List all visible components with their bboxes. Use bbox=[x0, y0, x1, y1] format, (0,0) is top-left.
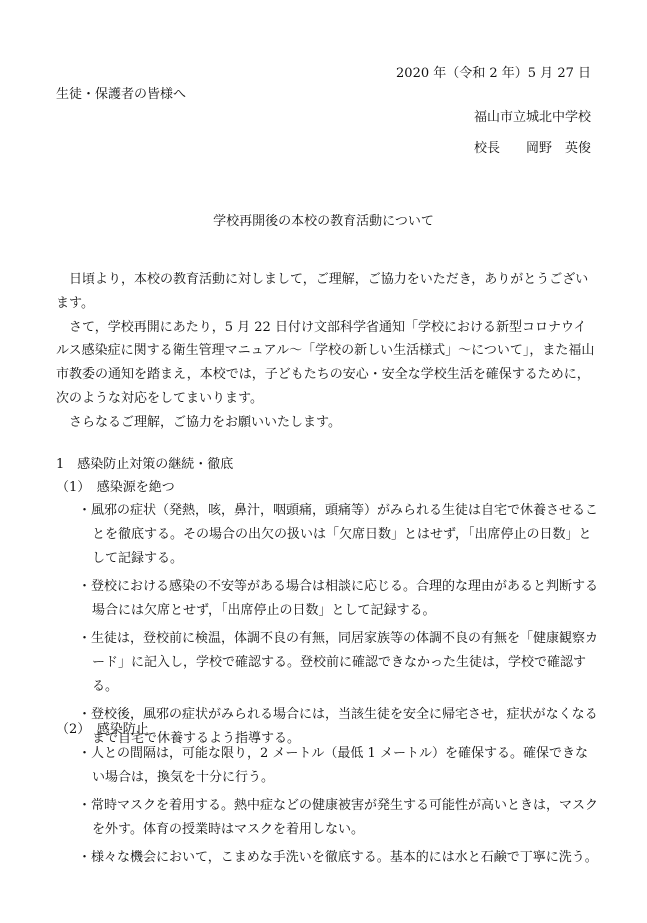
document-title: 学校再開後の本校の教育活動について bbox=[213, 214, 434, 229]
intro-paragraph: さて，学校再開にあたり，5 月 22 日付け文部科学省通知「学校における新型コロナウイルス感染症に関する衛生管理マニュアル〜「学校の新しい生活様式」〜について」，また福山市教委の通知を踏まえ，本校では，子どもたちの安心・安全な学校生活を確保するために，次のような対応をしてまいります。 bbox=[56, 319, 595, 406]
list-item: ・人との間隔は，可能な限り，2 メートル（最低 1 メートル）を確保する。確保できない場合は，換気を十分に行う。 bbox=[78, 746, 588, 785]
list-item: ・風邪の症状（発熱，咳，鼻汁，咽頭痛，頭痛等）がみられる生徒は自宅で休養させることを徹底する。その場合の出欠の扱いは「欠席日数」とはせず，「出席停止の日数」として記録する。 bbox=[78, 503, 599, 566]
section-heading: 1 感染防止対策の継続・徹底 bbox=[56, 457, 234, 472]
principal-name: 校長 岡野 英俊 bbox=[473, 141, 591, 156]
intro-paragraph: 日頃より，本校の教育活動に対しまして，ご理解，ご協力をいただき，ありがとうございます。 bbox=[56, 272, 589, 311]
list-item: ・登校における感染の不安等がある場合は相談に応じる。合理的な理由があると判断する場合には欠席とせず，「出席停止の日数」として記録する。 bbox=[78, 579, 599, 618]
recipient-line: 生徒・保護者の皆様へ bbox=[56, 87, 187, 102]
subsection-heading: （1） 感染源を絶つ bbox=[56, 480, 175, 495]
bullet-list bbox=[78, 499, 598, 755]
list-item: ・様々な機会において，こまめな手洗いを徹底する。基本的には水と石鹸で丁寧に洗う。 bbox=[78, 850, 598, 865]
school-name: 福山市立城北中学校 bbox=[473, 110, 591, 125]
intro-paragraph: さらなるご理解，ご協力をお願いいたします。 bbox=[69, 414, 341, 430]
subsection-heading: （2） 感染防止 bbox=[56, 722, 149, 737]
bullet-list bbox=[78, 742, 598, 874]
intro-body bbox=[56, 268, 596, 435]
document-date: 2020 年（令和 2 年）5 月 27 日 bbox=[396, 66, 591, 81]
list-item: ・生徒は，登校前に検温，体調不良の有無，同居家族等の体調不良の有無を「健康観察カード」に記入し，学校で確認する。登校前に確認できなかった生徒は，学校で確認する。 bbox=[78, 631, 599, 694]
list-item: ・登校後，風邪の症状がみられる場合には，当該生徒を安全に帰宅させ，症状がなくなるまで自宅で休養するよう指導する。 bbox=[78, 707, 598, 746]
list-item: ・常時マスクを着用する。熱中症などの健康被害が発生する可能性が高いときは，マスクを外す。体育の授業時はマスクを着用しない。 bbox=[78, 798, 599, 837]
